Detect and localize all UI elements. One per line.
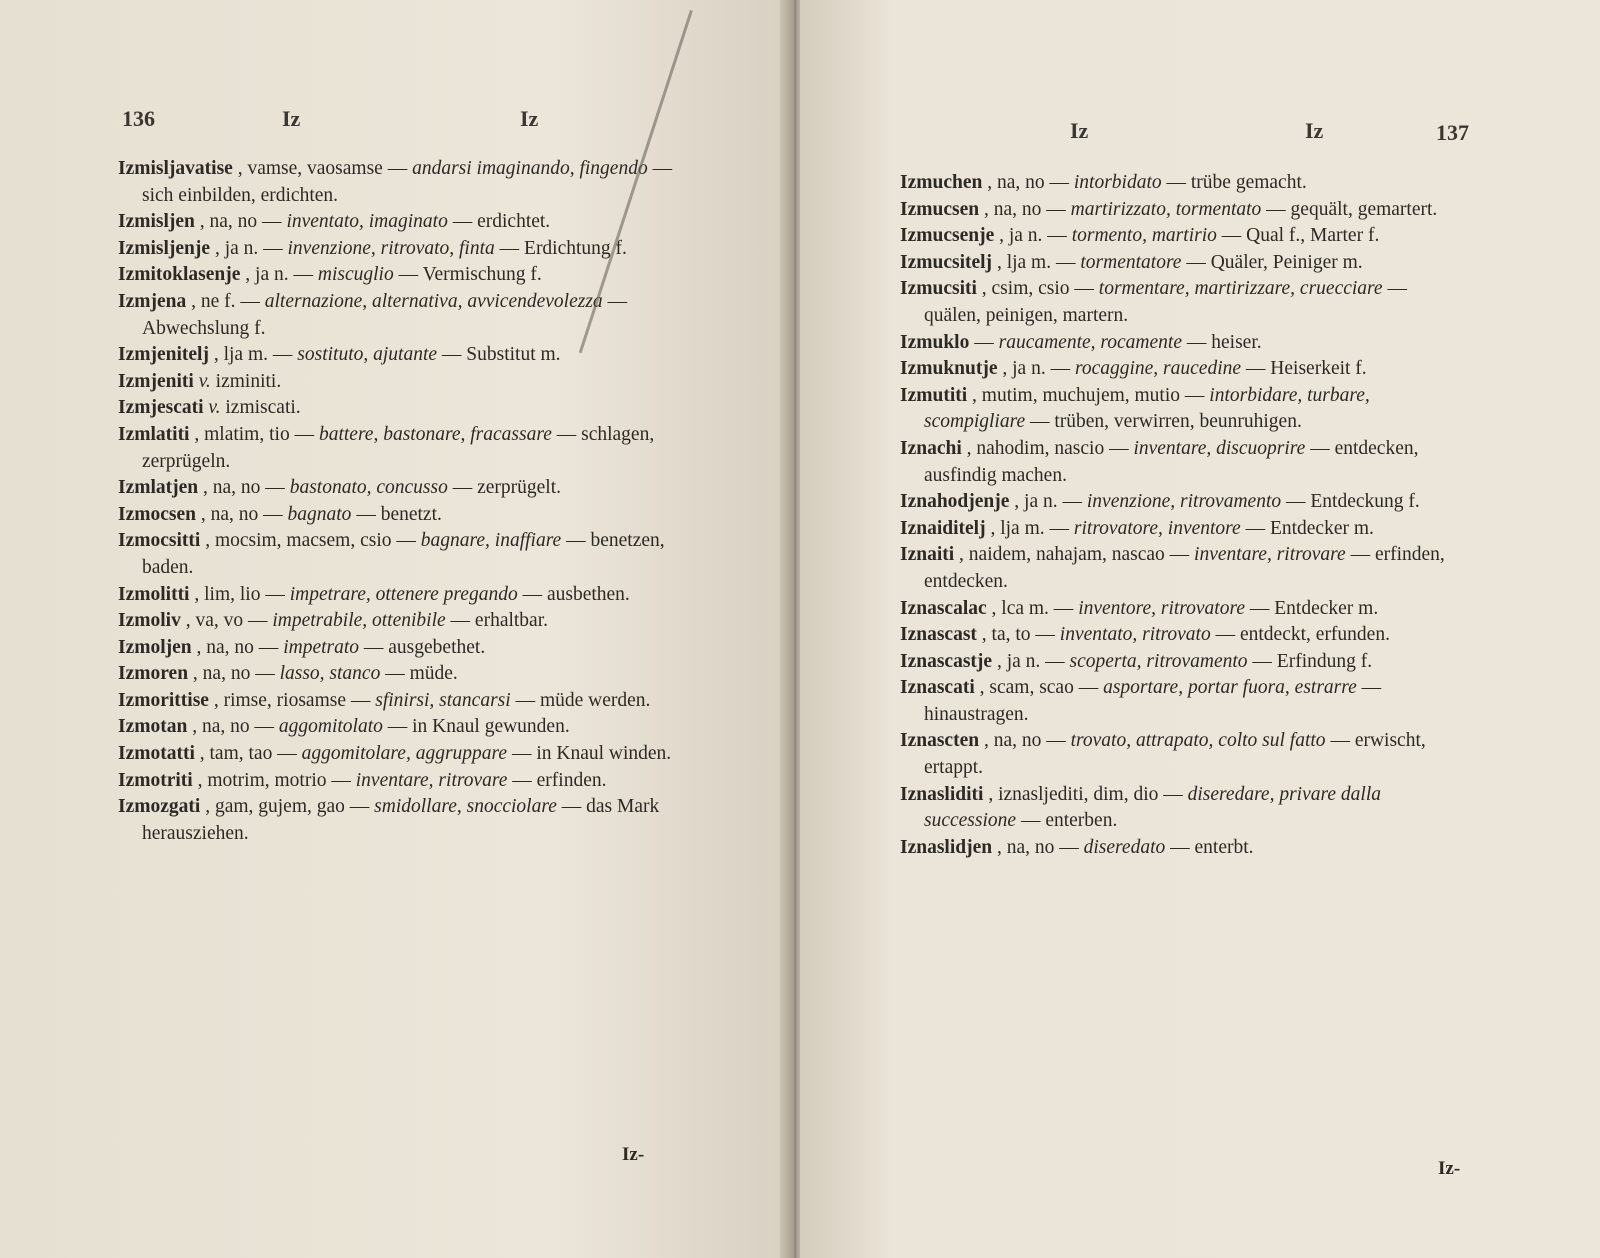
german-gloss: — Vermischung f.	[398, 264, 542, 286]
italian-gloss: bastonato, concusso	[289, 477, 448, 499]
dictionary-entry	[900, 649, 1455, 676]
forms: , lja m. —	[996, 251, 1076, 273]
german-gloss: — erdichtet.	[452, 211, 551, 233]
italian-gloss: andarsi imaginando, fingendo	[412, 158, 648, 179]
german-gloss: — Abwechslung f.	[142, 290, 628, 339]
dictionary-entry	[118, 688, 680, 715]
headword: Izmuklo	[900, 331, 970, 353]
german-gloss: — enterbt.	[1170, 836, 1254, 858]
dictionary-entry	[900, 223, 1455, 250]
german-gloss: — müde.	[385, 663, 458, 685]
forms: , na, no —	[987, 172, 1069, 193]
headword: Iznascati	[900, 677, 975, 699]
forms: , na, no —	[196, 636, 279, 658]
german-gloss: — Erfindung f.	[1252, 650, 1373, 672]
german-gloss: — Entdeckung f.	[1286, 491, 1420, 513]
italian-gloss: smidollare, snocciolare	[374, 796, 557, 818]
headword: Iznascastje	[900, 650, 993, 672]
german-gloss: — entdecken, ausfindig machen.	[924, 437, 1419, 486]
right-page	[800, 0, 1600, 1258]
german-gloss: — trübe gemacht.	[1166, 172, 1307, 193]
dictionary-entry	[900, 675, 1455, 728]
dictionary-entry	[900, 622, 1455, 649]
dictionary-entry	[900, 356, 1455, 383]
catchword: Iz-	[622, 1144, 645, 1165]
italian-gloss: tormentatore	[1080, 251, 1182, 273]
dictionary-entry	[900, 383, 1455, 436]
forms: , motrim, motrio —	[197, 769, 351, 791]
german-gloss: — Heiserkeit f.	[1245, 358, 1367, 380]
forms: , na, no —	[192, 716, 274, 738]
forms: , ja n. —	[1002, 358, 1071, 380]
german-gloss: — Entdecker m.	[1245, 517, 1374, 539]
headword: Izmocsen	[118, 503, 196, 525]
headword: Izmlatiti	[118, 423, 190, 445]
german-gloss: izmiscati.	[225, 397, 301, 419]
german-gloss: — trüben, verwirren, beunruhigen.	[1029, 411, 1302, 433]
headword: Izmucsitelj	[900, 251, 993, 273]
dictionary-entry	[900, 170, 1455, 197]
italian-gloss: scoperta, ritrovamento	[1069, 650, 1248, 672]
forms: , ne f. —	[191, 290, 260, 312]
forms: , lja m. —	[213, 344, 293, 366]
german-gloss: — sich einbilden, erdichten.	[142, 158, 673, 206]
italian-gloss: martirizzato, tormentato	[1070, 198, 1262, 220]
italian-gloss: bagnare, inaffiare	[420, 530, 562, 552]
german-gloss: — erfinden.	[512, 769, 607, 791]
dictionary-entry	[118, 236, 680, 263]
dictionary-entry	[118, 156, 680, 209]
forms: , va, vo —	[185, 610, 268, 632]
forms: , na, no —	[983, 730, 1066, 752]
forms: , lja m. —	[990, 517, 1070, 539]
headword: Izmisljavatise	[118, 158, 233, 179]
dictionary-entry	[118, 475, 680, 502]
italian-gloss: raucamente, rocamente	[998, 331, 1182, 353]
headword: Izmjena	[118, 290, 187, 312]
headword: Izmotatti	[118, 743, 195, 765]
german-gloss: — gequält, gemartert.	[1266, 198, 1438, 220]
dictionary-entry	[900, 835, 1455, 862]
italian-gloss: inventare, ritrovare	[355, 769, 508, 791]
page-number: 137	[1436, 120, 1469, 145]
headword: Iznaslidjen	[900, 836, 993, 858]
headword: Izmocsitti	[118, 530, 201, 552]
italian-gloss: intorbidato	[1073, 172, 1162, 193]
german-gloss: — Entdecker m.	[1249, 597, 1379, 619]
italian-gloss: rocaggine, raucedine	[1074, 358, 1242, 380]
left-page	[0, 0, 790, 1258]
headword: Izmotriti	[118, 769, 193, 791]
italian-gloss: inventato, imaginato	[286, 211, 448, 233]
forms: , ja n. —	[245, 264, 313, 286]
dictionary-entry	[118, 714, 680, 741]
italian-gloss: invenzione, ritrovamento	[1086, 491, 1282, 513]
headword: Izmolitti	[118, 583, 190, 605]
german-gloss: — enterben.	[1020, 810, 1118, 832]
german-gloss: — schlagen, zerprügeln.	[142, 423, 655, 472]
forms: , mutim, muchujem, mutio —	[972, 384, 1205, 406]
dictionary-entry	[900, 276, 1455, 329]
german-gloss: — das Mark herausziehen.	[142, 796, 660, 844]
forms: , na, no —	[203, 477, 285, 499]
dictionary-entry	[118, 635, 680, 662]
forms: , na, no —	[200, 503, 283, 525]
headword: Izmoren	[118, 663, 189, 685]
dictionary-entry	[118, 582, 680, 609]
forms: , ja n. —	[1014, 491, 1082, 513]
forms: , na, no —	[983, 198, 1066, 220]
dictionary-entry	[118, 608, 680, 635]
italian-gloss: v.	[198, 370, 211, 392]
german-gloss: izminiti.	[215, 370, 282, 392]
headword: Izmjeniti	[118, 370, 194, 392]
german-gloss: — erhaltbar.	[450, 610, 549, 632]
running-head: Iz	[1305, 118, 1324, 143]
headword: Izmisljenje	[118, 237, 211, 259]
italian-gloss: miscuglio	[317, 264, 394, 286]
italian-gloss: battere, bastonare, fracassare	[318, 423, 552, 445]
german-gloss: — in Knaul gewunden.	[387, 716, 570, 738]
dictionary-entry	[118, 209, 680, 236]
italian-gloss: tormento, martirio	[1071, 225, 1217, 247]
forms: , mlatim, tio —	[194, 423, 315, 445]
german-gloss: — Quäler, Peiniger m.	[1186, 251, 1363, 273]
dictionary-entry	[900, 250, 1455, 277]
italian-gloss: ritrovatore, inventore	[1073, 517, 1241, 539]
italian-gloss: sostituto, ajutante	[297, 344, 438, 366]
headword: Izmjenitelj	[118, 344, 209, 366]
headword: Izmozgati	[118, 796, 201, 818]
headword: Iznascast	[900, 624, 977, 646]
headword: Iznahodjenje	[900, 491, 1010, 513]
italian-gloss: v.	[208, 397, 221, 419]
dictionary-entry	[900, 436, 1455, 489]
italian-gloss: intorbidare, turbare, scompigliare	[924, 384, 1370, 433]
italian-gloss: impetrato	[283, 636, 360, 658]
forms: , na, no —	[192, 663, 275, 685]
german-gloss: — Qual f., Marter f.	[1221, 225, 1380, 247]
italian-gloss: inventare, discuoprire	[1133, 437, 1306, 459]
headword: Iznaiti	[900, 544, 955, 566]
italian-gloss: diseredato	[1083, 836, 1166, 858]
german-gloss: — Substitut m.	[441, 344, 561, 366]
dictionary-entry	[118, 262, 680, 289]
dictionary-entry	[900, 728, 1455, 781]
german-gloss: — erwischt, ertappt.	[924, 730, 1426, 779]
forms: , nahodim, nascio —	[966, 437, 1129, 459]
german-gloss: — ausgebethet.	[363, 636, 486, 658]
german-gloss: — hinaustragen.	[924, 677, 1382, 725]
dictionary-entry	[118, 395, 680, 422]
headword: Izmoljen	[118, 636, 192, 658]
headword: Izmotan	[118, 716, 188, 738]
italian-gloss: sfinirsi, stancarsi	[375, 689, 511, 711]
headword: Iznaiditelj	[900, 517, 986, 539]
headword: Izmorittise	[118, 689, 209, 711]
italian-gloss: invenzione, ritrovato, finta	[287, 237, 495, 259]
italian-gloss: lasso, stanco	[279, 663, 381, 685]
forms: , ja n. —	[996, 650, 1065, 672]
forms: , tam, tao —	[199, 743, 297, 765]
dictionary-entry	[118, 741, 680, 768]
forms: , lim, lio —	[194, 583, 285, 605]
entry-list	[118, 156, 680, 847]
headword: Izmjescati	[118, 397, 204, 419]
german-gloss: — benetzt.	[356, 503, 442, 525]
dictionary-entry	[118, 768, 680, 795]
entry-list	[900, 170, 1455, 861]
german-gloss: — entdeckt, erfunden.	[1215, 624, 1390, 646]
running-head: Iz	[282, 106, 301, 131]
forms: , na, no —	[199, 211, 282, 233]
dictionary-entry	[900, 330, 1455, 357]
dictionary-entry	[118, 342, 680, 369]
forms: , na, no —	[996, 836, 1079, 858]
forms: , scam, scao —	[979, 677, 1099, 699]
forms: , vamse, vaosamse —	[237, 158, 408, 179]
headword: Izmuchen	[900, 172, 983, 193]
german-gloss: — ausbethen.	[522, 583, 630, 605]
headword: Izmoliv	[118, 610, 181, 632]
german-gloss: — müde werden.	[515, 689, 651, 711]
headword: Iznascten	[900, 730, 980, 752]
forms: , gam, gujem, gao —	[205, 796, 370, 818]
forms: , rimse, riosamse —	[213, 689, 371, 711]
dictionary-entry	[118, 528, 680, 581]
dictionary-entry	[900, 596, 1455, 623]
headword: Izmucsiti	[900, 278, 977, 300]
headword: Izmlatjen	[118, 477, 199, 499]
italian-gloss: trovato, attrapato, colto sul fatto	[1070, 730, 1326, 752]
forms: , iznasljediti, dim, dio —	[988, 783, 1183, 805]
german-gloss: — zerprügelt.	[452, 477, 562, 499]
italian-gloss: inventore, ritrovatore	[1078, 597, 1245, 619]
headword: Izmitoklasenje	[118, 264, 241, 286]
dictionary-entry	[900, 782, 1455, 835]
dictionary-entry	[900, 516, 1455, 543]
italian-gloss: diseredare, privare dalla successione	[924, 783, 1381, 832]
german-gloss: — quälen, peinigen, martern.	[924, 278, 1407, 326]
german-gloss: — heiser.	[1186, 331, 1262, 353]
italian-gloss: tormentare, martirizzare, cruecciare	[1098, 278, 1383, 300]
italian-gloss: inventare, ritrovare	[1194, 544, 1346, 566]
italian-gloss: asportare, portar fuora, estrarre	[1103, 677, 1357, 699]
italian-gloss: bagnato	[287, 503, 352, 525]
italian-gloss: aggomitolare, aggruppare	[301, 743, 508, 765]
forms: , mocsim, macsem, csio —	[205, 530, 416, 552]
headword: Iznasliditi	[900, 783, 984, 805]
headword: Izmucsenje	[900, 225, 995, 247]
dictionary-entry	[118, 422, 680, 475]
page-number: 136	[122, 106, 155, 131]
italian-gloss: impetrabile, ottenibile	[272, 610, 446, 632]
headword: Izmucsen	[900, 198, 980, 220]
headword: Izmisljen	[118, 211, 195, 233]
german-gloss: — erfinden, entdecken.	[924, 544, 1445, 592]
dictionary-entry	[900, 197, 1455, 224]
italian-gloss: inventato, ritrovato	[1059, 624, 1211, 646]
german-gloss: — in Knaul winden.	[511, 743, 672, 765]
forms: , ta, to —	[981, 624, 1055, 646]
dictionary-entry	[900, 542, 1455, 595]
italian-gloss: aggomitolato	[278, 716, 383, 738]
german-gloss: — benetzen, baden.	[142, 530, 665, 578]
forms: , ja n. —	[999, 225, 1067, 247]
dictionary-entry	[900, 489, 1455, 516]
forms: , ja n. —	[214, 237, 283, 259]
italian-gloss: alternazione, alternativa, avvicendevolezza	[264, 290, 603, 312]
headword: Iznascalac	[900, 597, 987, 619]
forms: , csim, csio —	[981, 278, 1094, 300]
dictionary-entry	[118, 661, 680, 688]
forms: , lca m. —	[991, 597, 1074, 619]
dictionary-entry	[118, 794, 680, 847]
forms: , naidem, nahajam, nascao —	[959, 544, 1190, 566]
running-head: Iz	[520, 106, 539, 131]
headword: Izmuknutje	[900, 358, 998, 380]
running-head: Iz	[1070, 118, 1089, 143]
forms: —	[974, 331, 994, 353]
dictionary-entry	[118, 369, 680, 396]
headword: Izmutiti	[900, 384, 968, 406]
dictionary-entry	[118, 502, 680, 529]
german-gloss: — Erdichtung f.	[499, 237, 627, 259]
italian-gloss: impetrare, ottenere pregando	[289, 583, 518, 605]
headword: Iznachi	[900, 437, 962, 459]
catchword: Iz-	[1438, 1158, 1461, 1179]
